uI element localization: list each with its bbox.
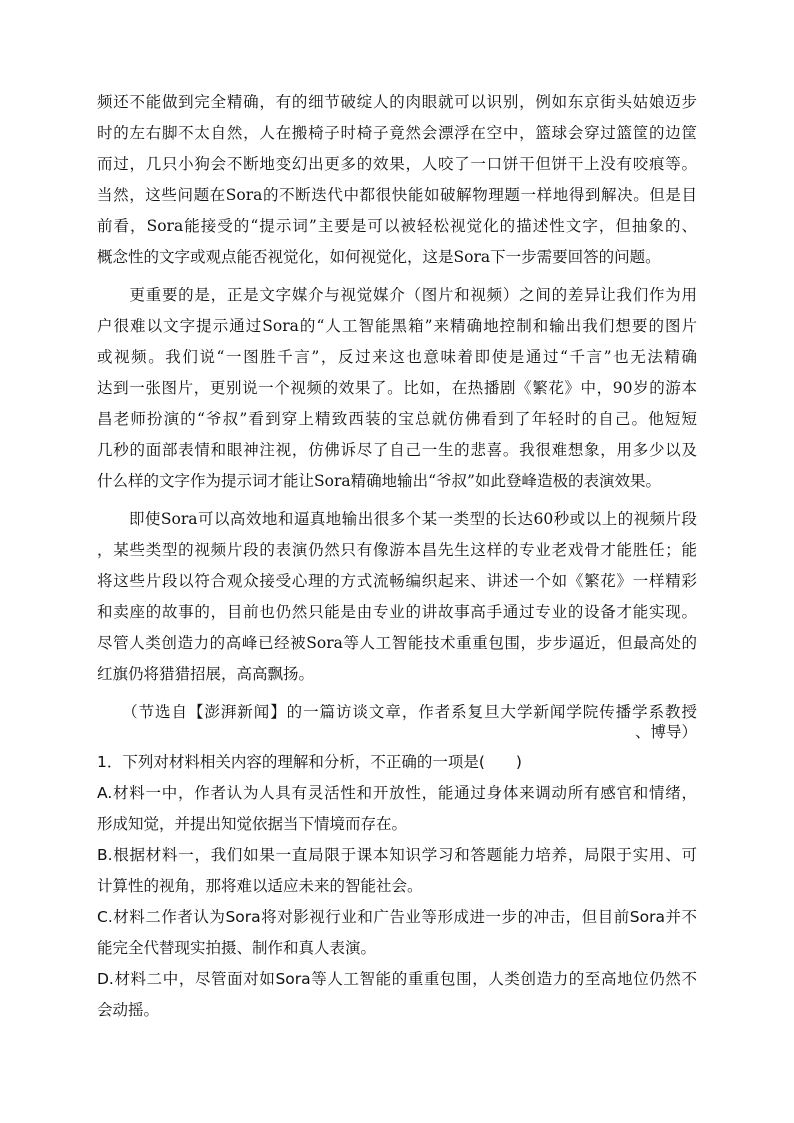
source-attribution-cont: 、博导） [634, 723, 697, 741]
option-b: B.根据材料一，我们如果一直局限于课本知识学习和答题能力培养，局限于实用、可 [97, 846, 697, 864]
option-d: D.材料二中，尽管面对如Sora等人工智能的重重包围，人类创造力的至高地位仍然不 [97, 970, 697, 988]
article-line: 几秒的面部表情和眼神注视，仿佛诉尽了自己一生的悲喜。我很难想象，用多少以及 [97, 441, 697, 459]
option-a-cont: 形成知觉，并提出知觉依据当下情境而存在。 [97, 815, 408, 833]
option-a: A.材料一中，作者认为人具有灵活性和开放性，能通过身体来调动所有感官和情绪， [97, 784, 697, 802]
article-line: 前看，Sora能接受的“提示词”主要是可以被轻松视觉化的描述性文字，但抽象的、 [97, 217, 697, 235]
article-line: 概念性的文字或观点能否视觉化，如何视觉化，这是Sora下一步需要回答的问题。 [97, 248, 661, 266]
article-line: 时的左右脚不太自然，人在搬椅子时椅子竟然会漂浮在空中，篮球会穿过篮筐的边筐 [97, 124, 697, 142]
article-line: 当然，这些问题在Sora的不断迭代中都很快能如破解物理题一样地得到解决。但是目 [97, 186, 697, 204]
article-line: 将这些片段以符合观众接受心理的方式流畅编织起来、讲述一个如《繁花》一样精彩 [97, 572, 697, 590]
article-line: 即使Sora可以高效地和逼真地输出很多个某一类型的长达60秒或以上的视频片段 [97, 510, 697, 528]
article-line: 尽管人类创造力的高峰已经被Sora等人工智能技术重重包围，步步逼近，但最高处的 [97, 634, 697, 652]
source-attribution: （节选自【澎湃新闻】的一篇访谈文章，作者系复旦大学新闻学院传播学系教授 [97, 703, 697, 721]
article-line: 或视频。我们说“一图胜千言”，反过来这也意味着即使是通过“千言”也无法精确 [97, 348, 697, 366]
article-line: 什么样的文字作为提示词才能让Sora精确地输出“爷叔”如此登峰造极的表演效果。 [97, 472, 661, 490]
article-line: ，某些类型的视频片段的表演仍然只有像游本昌先生这样的专业老戏骨才能胜任；能 [97, 541, 697, 559]
article-line: 和卖座的故事的，目前也仍然只能是由专业的讲故事高手通过专业的设备才能实现。 [97, 603, 697, 621]
article-line: 频还不能做到完全精确，有的细节破绽人的肉眼就可以识别，例如东京街头姑娘迈步 [97, 93, 697, 111]
article-line: 昌老师扮演的“爷叔”看到穿上精致西装的宝总就仿佛看到了年轻时的自己。他短短 [97, 410, 697, 428]
option-d-cont: 会动摇。 [97, 1001, 160, 1019]
option-c-cont: 能完全代替现实拍摄、制作和真人表演。 [97, 939, 377, 957]
question-stem: 1．下列对材料相关内容的理解和分析，不正确的一项是( ) [97, 753, 522, 771]
option-b-cont: 计算性的视角，那将难以适应未来的智能社会。 [97, 877, 423, 895]
article-line: 更重要的是，正是文字媒介与视觉媒介（图片和视频）之间的差异让我们作为用 [97, 286, 697, 304]
option-c: C.材料二作者认为Sora将对影视行业和广告业等形成进一步的冲击，但目前Sora并不 [97, 908, 697, 926]
article-line: 红旗仍将猎猎招展，高高飘扬。 [97, 665, 315, 683]
article-line: 达到一张图片，更别说一个视频的效果了。比如，在热播剧《繁花》中，90岁的游本 [97, 379, 697, 397]
article-line: 户很难以文字提示通过Sora的“人工智能黑箱”来精确地控制和输出我们想要的图片 [97, 317, 697, 335]
article-line: 而过，几只小狗会不断地变幻出更多的效果，人咬了一口饼干但饼干上没有咬痕等。 [97, 155, 697, 173]
